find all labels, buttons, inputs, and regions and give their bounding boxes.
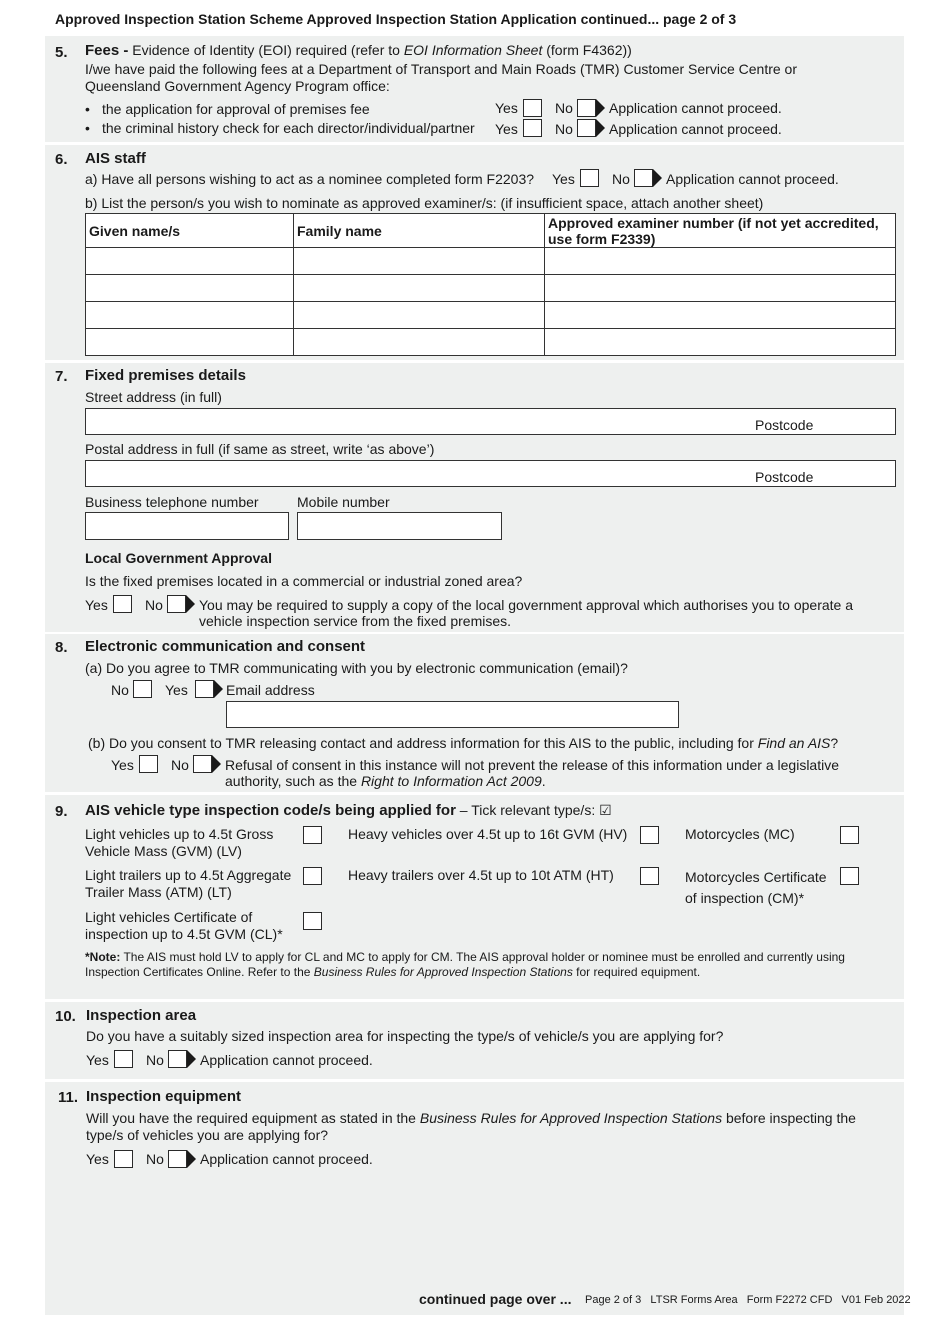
section-6-title: AIS staff — [85, 150, 146, 167]
nominee-no-checkbox[interactable] — [634, 169, 653, 187]
section-9-heading — [85, 802, 612, 819]
release-no-label: No — [171, 757, 189, 773]
type-hv-checkbox[interactable] — [640, 826, 659, 844]
section-11-number: 11. — [58, 1089, 79, 1106]
mobile-number-field[interactable] — [297, 512, 502, 540]
note-text-b: for required equipment. — [572, 965, 701, 979]
table-row — [86, 302, 896, 329]
type-cm-label: Motorcycles Certificate of inspection (CM)* — [685, 869, 827, 906]
section-9-vehicle-types — [45, 795, 904, 999]
col-examiner-number: Approved examiner number (if not yet accredited, use form F2339) — [545, 214, 896, 248]
email-address-label: Email address — [226, 682, 315, 698]
release-yes-checkbox[interactable] — [139, 755, 158, 773]
type-lt-checkbox[interactable] — [303, 867, 322, 885]
public-release-text-a: (b) Do you consent to TMR releasing contact and address information for this AIS to the public, including for — [88, 735, 758, 751]
email-address-field[interactable] — [226, 701, 679, 728]
lga-no-checkbox[interactable] — [167, 595, 186, 613]
footer-continued: continued page over ... — [419, 1291, 572, 1307]
section-9-number: 9. — [55, 803, 68, 820]
table-row — [86, 275, 896, 302]
section-7-title: Fixed premises details — [85, 367, 246, 384]
section-5-eoi-text-b: (form F4362)) — [542, 42, 632, 58]
section-10-title: Inspection area — [86, 1007, 197, 1024]
inspection-area-question: Do you have a suitably sized inspection area for inspecting the type/s of vehicle/s you are applying for? — [86, 1028, 724, 1044]
col-family-name: Family name — [294, 214, 545, 248]
bullet-1: • — [85, 101, 90, 117]
table-row — [86, 329, 896, 356]
type-mc-label: Motorcycles (MC) — [685, 826, 795, 842]
email-yes-label: Yes — [165, 682, 188, 698]
public-release-question — [88, 735, 838, 751]
section-10-inspection-area — [45, 1002, 904, 1079]
fee-premises-cannot-proceed: Application cannot proceed. — [609, 100, 782, 116]
section-5-title: Fees - — [85, 42, 129, 59]
area-yes-label: Yes — [86, 1052, 109, 1068]
equipment-no-checkbox[interactable] — [168, 1150, 187, 1168]
lga-no-label: No — [145, 597, 163, 613]
section-8-title: Electronic communication and consent — [85, 638, 366, 655]
section-5-number: 5. — [55, 44, 68, 61]
tick-box-icon: ☑ — [599, 802, 612, 818]
equipment-text-a: Will you have the required equipment as stated in the — [86, 1110, 420, 1126]
nominee-cannot-proceed: Application cannot proceed. — [666, 171, 839, 187]
col-given-names: Given name/s — [86, 214, 294, 248]
fee-criminal-cannot-proceed: Application cannot proceed. — [609, 121, 782, 137]
equipment-yes-label: Yes — [86, 1151, 109, 1167]
fee-item-criminal-check: the criminal history check for each director/individual/partner — [102, 120, 475, 136]
refusal-note — [225, 757, 885, 789]
arrow-right-icon — [187, 1050, 196, 1068]
given-name-cell[interactable] — [86, 302, 294, 329]
section-5-fees — [45, 36, 904, 142]
lga-title: Local Government Approval — [85, 550, 272, 566]
section-5-heading — [85, 42, 632, 59]
family-name-cell[interactable] — [294, 302, 545, 329]
section-9-tick-instruction: – Tick relevant type/s: — [455, 802, 600, 818]
area-cannot-proceed: Application cannot proceed. — [200, 1052, 373, 1068]
page-header: Approved Inspection Station Scheme Approved Inspection Station Application continued... page 2 of 3 — [55, 11, 737, 27]
release-yes-label: Yes — [111, 757, 134, 773]
table-row — [86, 248, 896, 275]
examiner-list-instruction: b) List the person/s you wish to nominate as approved examiner/s: (if insufficient space, attach another sheet) — [85, 195, 764, 211]
inspection-equipment-question — [86, 1110, 886, 1144]
arrow-right-icon — [596, 99, 605, 117]
street-address-label: Street address (in full) — [85, 389, 222, 405]
type-mc-checkbox[interactable] — [840, 826, 859, 844]
fee-criminal-no-checkbox[interactable] — [577, 119, 596, 137]
lga-question: Is the fixed premises located in a commercial or industrial zoned area? — [85, 573, 523, 589]
nominee-yes-checkbox[interactable] — [580, 169, 599, 187]
email-no-label: No — [111, 682, 129, 698]
email-consent-question: (a) Do you agree to TMR communicating with you by electronic communication (email)? — [85, 660, 628, 676]
section-6-ais-staff — [45, 145, 904, 360]
fee-item-premises-yes-label: Yes — [495, 100, 518, 116]
release-no-checkbox[interactable] — [193, 755, 212, 773]
equipment-business-rules-italic: Business Rules for Approved Inspection Stations — [419, 1110, 723, 1126]
section-8-electronic-consent — [45, 634, 904, 792]
postal-postcode-label: Postcode — [755, 469, 814, 485]
arrow-right-icon — [214, 680, 223, 698]
note-label: *Note: — [85, 950, 121, 964]
section-11-inspection-equipment — [45, 1082, 911, 1315]
section-11-title: Inspection equipment — [86, 1088, 242, 1105]
arrow-right-icon — [186, 595, 195, 613]
examiner-table — [85, 213, 896, 356]
rti-act-italic: Right to Information Act 2009 — [360, 773, 542, 789]
type-lt-label: Light trailers up to 4.5t Aggregate Trailer Mass (ATM) (LT) — [85, 867, 292, 900]
street-postcode-label: Postcode — [755, 417, 814, 433]
note-text-a: The AIS must hold LV to apply for CL and MC to apply for CM. The AIS approval holder or nominee must be enrolled and currently using Inspection Certificates Online. Refer to the — [85, 950, 845, 979]
section-8-number: 8. — [55, 639, 68, 656]
examiner-number-cell[interactable] — [545, 248, 896, 275]
examiner-number-cell[interactable] — [545, 275, 896, 302]
arrow-right-icon — [596, 119, 605, 137]
equipment-text-b: before inspecting the type/s of vehicles you are applying for? — [86, 1110, 856, 1143]
arrow-right-icon — [653, 169, 662, 187]
nominee-question: a) Have all persons wishing to act as a nominee completed form F2203? — [85, 171, 535, 187]
area-no-label: No — [146, 1052, 164, 1068]
section-10-number: 10. — [55, 1008, 76, 1025]
footer-form-meta: Page 2 of 3 LTSR Forms Area Form F2272 CFD V01 Feb 2022 — [585, 1294, 911, 1306]
type-cl-checkbox[interactable] — [303, 912, 322, 930]
type-cl-label: Light vehicles Certificate of inspection up to 4.5t GVM (CL)* — [85, 909, 283, 942]
fee-premises-no-checkbox[interactable] — [577, 99, 596, 117]
section-9-title: AIS vehicle type inspection code/s being applied for — [85, 802, 456, 819]
equipment-yes-checkbox[interactable] — [114, 1150, 133, 1168]
arrow-right-icon — [187, 1150, 196, 1168]
bullet-2: • — [85, 120, 90, 136]
refusal-text-a: Refusal of consent in this instance will not prevent the release of this information under a legislative authority, such as the — [225, 757, 840, 789]
nominee-no-label: No — [612, 171, 630, 187]
fee-criminal-yes-label: Yes — [495, 121, 518, 137]
arrow-right-icon — [212, 755, 221, 773]
find-an-ais-italic: Find an AIS — [757, 735, 831, 751]
section-5-intro: I/we have paid the following fees at a Department of Transport and Main Roads (TMR) Customer Service Centre or Queensland Government Agency Program office: — [85, 61, 797, 94]
given-name-cell[interactable] — [86, 248, 294, 275]
email-yes-checkbox[interactable] — [195, 680, 214, 698]
examiner-table-header — [86, 214, 896, 248]
lga-yes-label: Yes — [85, 597, 108, 613]
postal-address-label: Postal address in full (if same as street, write ‘as above’) — [85, 441, 435, 457]
business-rules-italic: Business Rules for Approved Inspection Stations — [313, 965, 573, 979]
area-yes-checkbox[interactable] — [114, 1050, 133, 1068]
business-phone-field[interactable] — [85, 512, 289, 540]
section-5-eoi-italic: EOI Information Sheet — [403, 42, 543, 58]
examiner-number-cell[interactable] — [545, 302, 896, 329]
email-no-checkbox[interactable] — [133, 680, 152, 698]
type-lv-label: Light vehicles up to 4.5t Gross Vehicle Mass (GVM) (LV) — [85, 826, 274, 859]
fee-item-premises: the application for approval of premises fee — [102, 101, 370, 117]
area-no-checkbox[interactable] — [168, 1050, 187, 1068]
street-address-field[interactable] — [85, 408, 896, 435]
type-ht-label: Heavy trailers over 4.5t up to 10t ATM (HT) — [348, 867, 614, 883]
business-phone-label: Business telephone number — [85, 494, 259, 510]
family-name-cell[interactable] — [294, 275, 545, 302]
type-lv-checkbox[interactable] — [303, 826, 322, 844]
section-7-fixed-premises — [45, 363, 904, 632]
fee-item-premises-no-label: No — [555, 100, 573, 116]
type-hv-label: Heavy vehicles over 4.5t up to 16t GVM (HV) — [348, 826, 628, 842]
nominee-yes-label: Yes — [552, 171, 575, 187]
equipment-cannot-proceed: Application cannot proceed. — [200, 1151, 373, 1167]
lga-yes-checkbox[interactable] — [113, 595, 132, 613]
family-name-cell[interactable] — [294, 248, 545, 275]
lga-note: You may be required to supply a copy of the local government approval which authorises you to operate a vehicle inspection service from the fixed premises. — [199, 597, 853, 629]
postal-address-field[interactable] — [85, 460, 896, 487]
section-7-number: 7. — [55, 368, 68, 385]
section-9-note — [85, 950, 900, 980]
mobile-number-label: Mobile number — [297, 494, 390, 510]
type-cm-checkbox[interactable] — [840, 867, 859, 885]
equipment-no-label: No — [146, 1151, 164, 1167]
family-name-cell[interactable] — [294, 329, 545, 356]
fee-criminal-no-label: No — [555, 121, 573, 137]
section-6-number: 6. — [55, 151, 68, 168]
given-name-cell[interactable] — [86, 329, 294, 356]
given-name-cell[interactable] — [86, 275, 294, 302]
fee-premises-yes-checkbox[interactable] — [523, 99, 542, 117]
fee-criminal-yes-checkbox[interactable] — [523, 119, 542, 137]
public-release-text-b: ? — [830, 735, 839, 751]
refusal-text-b: . — [541, 773, 546, 789]
type-ht-checkbox[interactable] — [640, 867, 659, 885]
examiner-number-cell[interactable] — [545, 329, 896, 356]
section-5-eoi-text-a: Evidence of Identity (EOI) required (refer to — [128, 42, 404, 58]
